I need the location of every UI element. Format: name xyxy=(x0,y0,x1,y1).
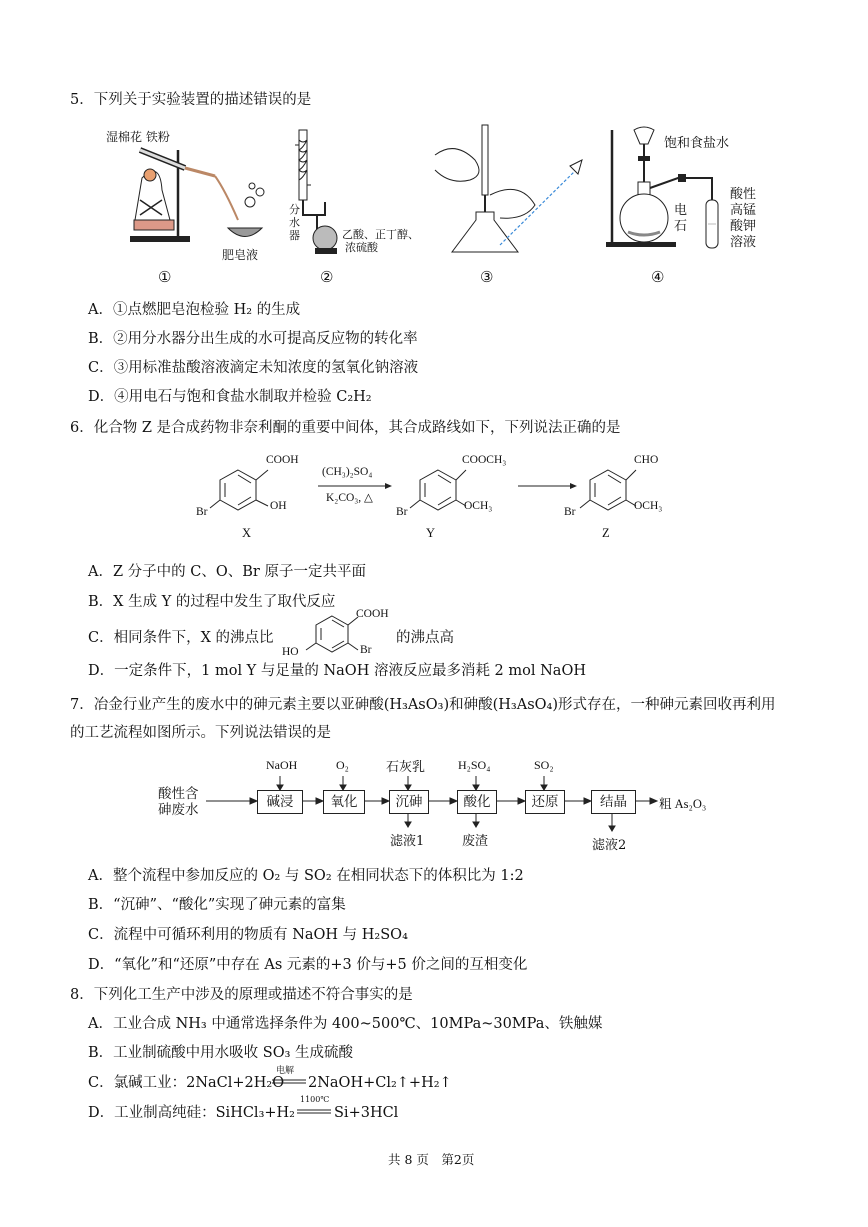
q7-stem-line-1: 7．冶金行业产生的废水中的砷元素主要以亚砷酸(H₃AsO₃)和砷酸(H₃AsO₄)形式存在，一种砷元素回收再利用 xyxy=(70,697,776,713)
q8-option-c: C．氯碱工业：2NaCl+2H₂O xyxy=(88,1075,285,1091)
z-och3-label: OCH₃ xyxy=(634,500,663,512)
flow-step-precipitate: 沉砷 xyxy=(389,790,429,814)
q6-option-c: C．相同条件下，X 的沸点比 xyxy=(88,630,274,646)
flow-start-label-2: 砷废水 xyxy=(158,802,199,818)
q7-option-b: B．“沉砷”、“酸化”实现了砷元素的富集 xyxy=(88,897,346,913)
app2-flask-label-2: 浓硫酸 xyxy=(345,241,378,254)
flow-start-label-1: 酸性含 xyxy=(158,786,199,802)
app1-soap-label: 肥皂液 xyxy=(222,248,259,262)
q6-option-c-tail: 的沸点高 xyxy=(396,630,454,646)
z-br-label: Br xyxy=(564,506,576,518)
apparatus-4-figure xyxy=(598,120,778,290)
flow-input-h2so4: H₂SO₄ xyxy=(458,758,491,772)
flow-output-waste: 废渣 xyxy=(462,834,489,849)
compound-x-name: X xyxy=(242,526,252,540)
q8-stem: 8．下列化工生产中涉及的原理或描述不符合事实的是 xyxy=(70,987,413,1003)
q8-option-d-tail: Si+3HCl xyxy=(334,1105,399,1121)
q8-option-d-equals xyxy=(297,1109,331,1115)
q8-option-b: B．工业制硫酸中用水吸收 SO₃ 生成硫酸 xyxy=(88,1045,354,1061)
flow-step-crystallize: 结晶 xyxy=(591,790,636,814)
flow-step-acidify: 酸化 xyxy=(457,790,497,814)
q6-option-b: B．X 生成 Y 的过程中发生了取代反应 xyxy=(88,594,336,610)
apparatus-2-figure xyxy=(285,120,435,290)
q8-option-c-tail: 2NaOH+Cl₂↑+H₂↑ xyxy=(308,1075,452,1091)
q5-option-b: B．②用分水器分出生成的水可提高反应物的转化率 xyxy=(88,331,418,347)
y-och3-label: OCH₃ xyxy=(464,500,493,512)
q5-option-d: D．④用电石与饱和食盐水制取并检验 C₂H₂ xyxy=(88,389,372,405)
flow-input-naoh: NaOH xyxy=(266,758,298,772)
x-oh-label: OH xyxy=(270,500,287,512)
app4-stone-label-2: 石 xyxy=(674,219,688,234)
q7-option-d: D．“氧化”和“还原”中存在 As 元素的+3 价与+5 价之间的互相变化 xyxy=(88,957,528,973)
app4-sol-label-3: 酸钾 xyxy=(730,219,757,234)
apparatus-3-figure xyxy=(430,120,590,290)
inline-ho-label: HO xyxy=(282,646,299,658)
flow-step-reduce: 还原 xyxy=(525,790,565,814)
app1-number: ① xyxy=(158,268,172,286)
q6-stem: 6．化合物 Z 是合成药物非奈利酮的重要中间体，其合成路线如下，下列说法正确的是 xyxy=(70,420,621,436)
app2-side-label-1: 分 xyxy=(289,203,300,216)
app4-stone-label-1: 电 xyxy=(674,203,688,218)
page-footer: 共 8 页 第2页 xyxy=(388,1152,475,1167)
app2-number: ② xyxy=(320,268,334,286)
app4-sol-label-1: 酸性 xyxy=(730,187,757,202)
app2-side-label-2: 水 xyxy=(289,216,300,229)
app3-number: ③ xyxy=(480,268,494,286)
reagent-top-label: (CH₃)₂SO₄ xyxy=(322,466,373,478)
q8-option-c-condition: 电解 xyxy=(276,1066,295,1076)
q5-option-a: A．①点燃肥皂泡检验 H₂ 的生成 xyxy=(88,302,301,318)
app2-flask-label-1: 乙酸、正丁醇、 xyxy=(342,228,419,241)
y-br-label: Br xyxy=(396,506,408,518)
flow-input-so2: SO₂ xyxy=(534,758,554,772)
flow-product: 粗 As₂O₃ xyxy=(659,797,707,811)
flow-step-alkali-leach: 碱浸 xyxy=(257,790,303,814)
compound-y-name: Y xyxy=(426,526,436,540)
flow-output-filtrate-2: 滤液2 xyxy=(592,838,627,853)
option-c-molecule xyxy=(282,608,392,658)
q8-option-d-condition: 1100℃ xyxy=(300,1095,330,1104)
y-cooch3-label: COOCH₃ xyxy=(462,454,507,466)
app1-top-label: 湿棉花 铁粉 xyxy=(106,130,170,144)
q5-option-c: C．③用标准盐酸溶液滴定未知浓度的氢氧化钠溶液 xyxy=(88,360,419,376)
apparatus-1-figure xyxy=(100,120,270,290)
app4-sol-label-4: 溶液 xyxy=(730,235,757,250)
q8-option-c-equals xyxy=(272,1079,306,1085)
q7-stem-line-2: 的工艺流程如图所示。下列说法错误的是 xyxy=(70,725,331,741)
inline-br-label: Br xyxy=(360,644,372,656)
q5-stem: 5．下列关于实验装置的描述错误的是 xyxy=(70,92,312,108)
flow-output-filtrate-1: 滤液1 xyxy=(390,834,425,849)
z-cho-label: CHO xyxy=(634,454,659,466)
q6-option-d: D．一定条件下，1 mol Y 与足量的 NaOH 溶液反应最多消耗 2 mol NaOH xyxy=(88,663,586,679)
q7-option-a: A．整个流程中参加反应的 O₂ 与 SO₂ 在相同状态下的体积比为 1:2 xyxy=(88,868,524,884)
compound-z-name: Z xyxy=(602,526,610,540)
flow-step-oxidation: 氧化 xyxy=(323,790,365,814)
q6-option-a: A．Z 分子中的 C、O、Br 原子一定共平面 xyxy=(88,564,366,580)
q8-option-a: A．工业合成 NH₃ 中通常选择条件为 400~500℃、10MPa~30MPa、铁触媒 xyxy=(88,1016,603,1032)
app4-sol-label-2: 高锰 xyxy=(730,203,757,218)
flow-input-lime: 石灰乳 xyxy=(386,760,426,775)
app2-side-label-3: 器 xyxy=(289,229,300,242)
app4-top-label: 饱和食盐水 xyxy=(664,136,730,151)
reagent-bottom-label: K₂CO₃, △ xyxy=(326,492,373,504)
process-flow-diagram xyxy=(150,752,750,852)
flow-input-o2: O₂ xyxy=(336,758,349,772)
x-br-label: Br xyxy=(196,506,208,518)
inline-cooh-label: COOH xyxy=(356,608,389,620)
synthesis-scheme xyxy=(190,448,690,543)
x-cooh-label: COOH xyxy=(266,454,299,466)
app4-number: ④ xyxy=(651,268,665,286)
q8-option-d: D．工业制高纯硅：SiHCl₃+H₂ xyxy=(88,1105,295,1121)
q7-option-c: C．流程中可循环利用的物质有 NaOH 与 H₂SO₄ xyxy=(88,927,408,943)
